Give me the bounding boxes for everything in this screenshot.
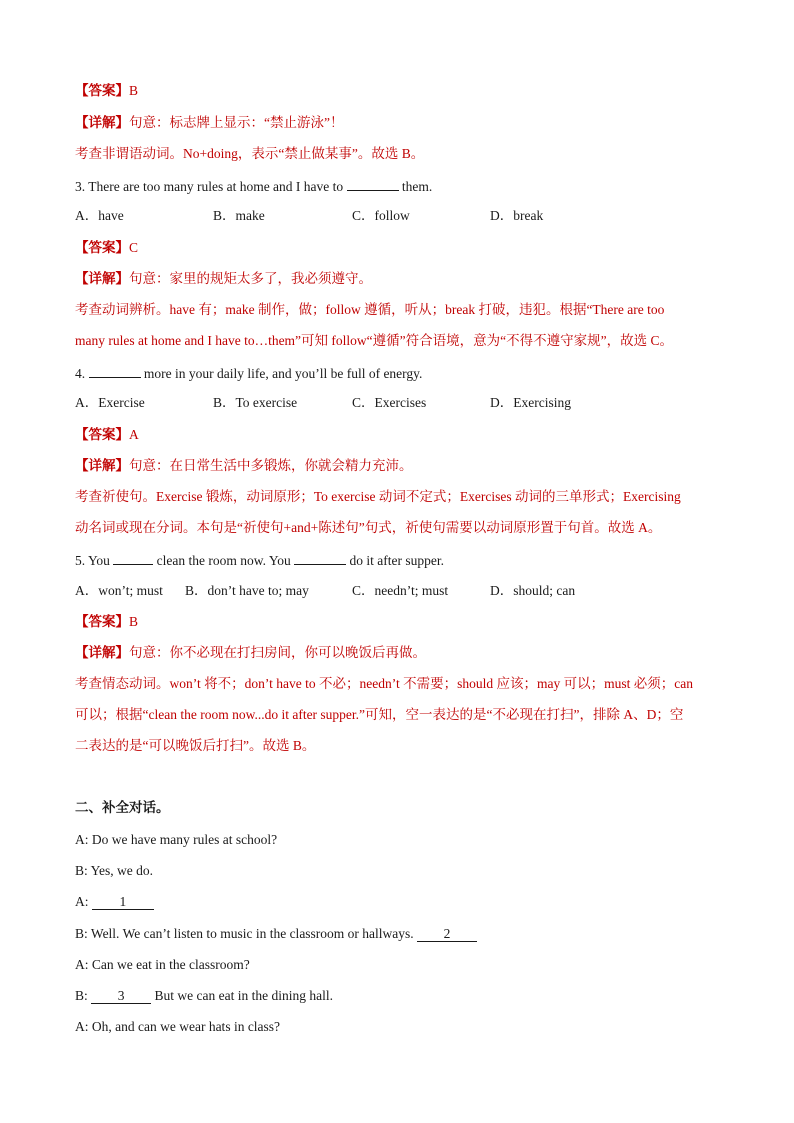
answer-value: B — [129, 83, 139, 98]
answer-line-q2 — [75, 82, 725, 100]
question-5-stem-part2: clean the room now. You — [156, 553, 291, 568]
option-d: D．Exercising — [490, 395, 571, 410]
option-c: C．Exercises — [352, 395, 427, 410]
dialog-speaker: A: — [75, 957, 89, 972]
detail-tag: 【详解】 — [75, 115, 129, 130]
explain-line-q5-3: 二表达的是“可以晚饭后打扫”。故选 B。 — [75, 738, 316, 753]
detail-text: 句意：标志牌上显示：“禁止游泳”！ — [129, 115, 344, 130]
detail-text: 句意：家里的规矩太多了，我必须遵守。 — [129, 271, 372, 286]
dialog-speaker: B: — [75, 863, 88, 878]
question-5-stem-part1: 5. You — [75, 553, 110, 568]
answer-line-q5 — [75, 613, 725, 631]
question-5-blank-1 — [113, 550, 153, 565]
dialog-line-4 — [75, 925, 725, 943]
question-5-options — [75, 582, 725, 600]
option-c: C．follow — [352, 208, 410, 223]
dialog-speaker: A: — [75, 894, 89, 909]
option-b: B．make — [213, 208, 265, 223]
detail-tag: 【详解】 — [75, 458, 129, 473]
answer-value: B — [129, 614, 139, 629]
dialog-blank-3: 3 — [91, 989, 151, 1004]
option-a: A．Exercise — [75, 395, 145, 410]
answer-line-q3 — [75, 239, 725, 257]
option-c: C．needn’t; must — [352, 583, 449, 598]
dialog-text: Well. We can’t listen to music in the classroom or hallways. — [90, 926, 414, 941]
answer-tag: 【答案】 — [75, 614, 129, 629]
option-d: D．should; can — [490, 583, 576, 598]
detail-tag: 【详解】 — [75, 271, 129, 286]
explain-line-q4-1: 考查祈使句。Exercise 锻炼，动词原形；To exercise 动词不定式；Exercises 动词的三单形式；Exercising — [75, 489, 681, 504]
question-3-stem-after: them. — [401, 179, 433, 194]
dialog-blank-1: 1 — [92, 895, 154, 910]
dialog-text: Can we eat in the classroom? — [91, 957, 250, 972]
dialog-text: But we can eat in the dining hall. — [154, 988, 333, 1003]
explain-line-q4-2: 动名词或现在分词。本句是“祈使句+and+陈述句”句式，祈使句需要以动词原形置于句首。故选 A。 — [75, 520, 662, 535]
dialog-line-7 — [75, 1018, 725, 1036]
question-4-stem: 4. more in your daily life, and you’ll be full of energy. — [75, 363, 725, 383]
question-5-blank-2 — [294, 550, 346, 565]
explain-line-q3-2: many rules at home and I have to…them”可知 follow“遵循”符合语境，意为“不得不遵守家规”，故选 C。 — [75, 333, 674, 348]
detail-tag: 【详解】 — [75, 645, 129, 660]
option-b: B．don’t have to; may — [185, 583, 309, 598]
question-3-stem-before: 3. There are too many rules at home and I have to — [75, 179, 344, 194]
option-d: D．break — [490, 208, 544, 223]
detail-line-q2 — [75, 114, 725, 132]
detail-line-q5 — [75, 644, 725, 662]
answer-line-q4 — [75, 426, 725, 444]
question-5-stem-part3: do it after supper. — [349, 553, 445, 568]
dialog-speaker: A: — [75, 1019, 89, 1034]
explain-line-q5-1: 考查情态动词。won’t 将不；don’t have to 不必；needn’t 不需要；should 应该；may 可以；must 必须；can — [75, 676, 693, 691]
dialog-line-6 — [75, 987, 725, 1005]
explain-line-q2: 考查非谓语动词。No+doing，表示“禁止做某事”。故选 B。 — [75, 146, 425, 161]
answer-tag: 【答案】 — [75, 240, 129, 255]
question-4-stem-after: more in your daily life, and you’ll be full of energy. — [143, 366, 423, 381]
question-4-options — [75, 394, 725, 412]
dialog-line-5 — [75, 956, 725, 974]
dialog-text: Yes, we do. — [90, 863, 154, 878]
question-3-options — [75, 207, 725, 225]
explain-line-q3-1: 考查动词辨析。have 有；make 制作，做；follow 遵循，听从；break 打破，违犯。根据“There are too — [75, 302, 665, 317]
answer-tag: 【答案】 — [75, 83, 129, 98]
answer-value: C — [129, 240, 139, 255]
question-3-blank — [347, 176, 399, 191]
dialog-blank-2: 2 — [417, 927, 477, 942]
dialog-speaker: A: — [75, 832, 89, 847]
dialog-line-2 — [75, 862, 725, 880]
dialog-text: Do we have many rules at school? — [91, 832, 278, 847]
answer-value: A — [129, 427, 139, 442]
dialog-speaker: B: — [75, 926, 88, 941]
dialog-text: Oh, and can we wear hats in class? — [91, 1019, 281, 1034]
detail-text: 句意：在日常生活中多锻炼，你就会精力充沛。 — [129, 458, 413, 473]
question-5-stem — [75, 550, 725, 570]
option-a: A．have — [75, 208, 124, 223]
detail-text: 句意：你不必现在打扫房间，你可以晚饭后再做。 — [129, 645, 426, 660]
dialog-line-1 — [75, 831, 725, 849]
dialog-line-3 — [75, 893, 725, 911]
dialog-speaker: B: — [75, 988, 88, 1003]
explain-line-q5-2: 可以；根据“clean the room now...do it after supper.”可知，空一表达的是“不必现在打扫”，排除 A、D；空 — [75, 707, 684, 722]
question-3-stem — [75, 176, 725, 196]
option-a: A．won’t; must — [75, 583, 163, 598]
answer-tag: 【答案】 — [75, 427, 129, 442]
question-4-blank — [89, 363, 141, 378]
option-b: B．To exercise — [213, 395, 298, 410]
detail-line-q4 — [75, 457, 725, 475]
detail-line-q3 — [75, 270, 725, 288]
section-title: 二、补全对话。 — [75, 800, 170, 815]
